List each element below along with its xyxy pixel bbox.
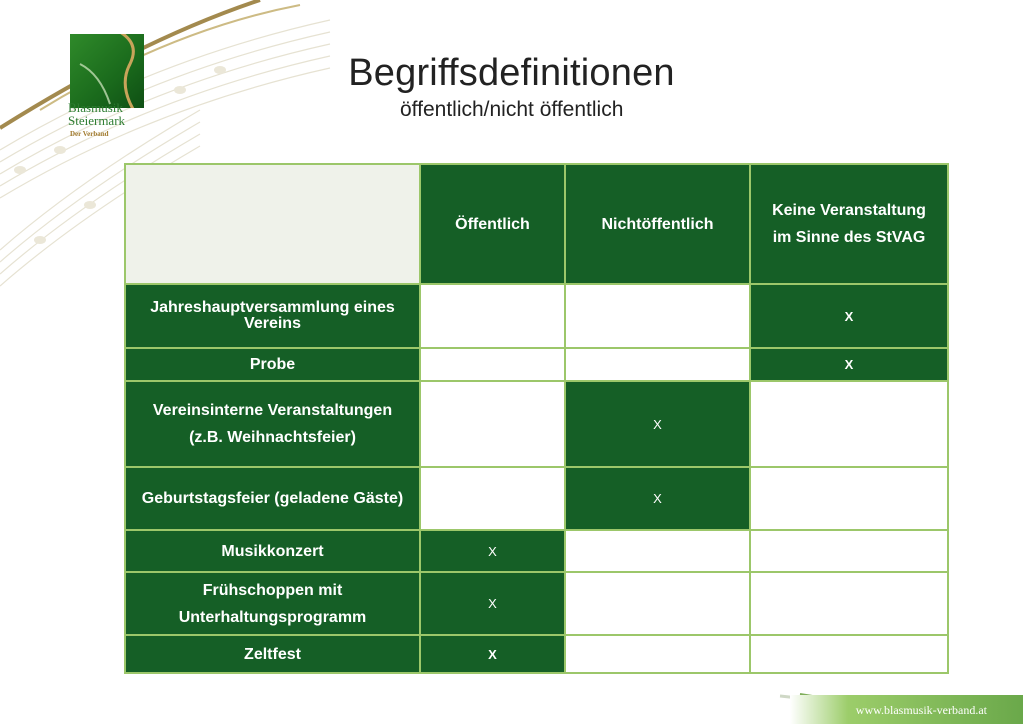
cell-keine: X xyxy=(750,348,948,381)
cell-keine xyxy=(750,635,948,673)
header-corner-cell xyxy=(125,164,420,284)
row-label: Geburtstagsfeier (geladene Gäste) xyxy=(125,467,420,530)
row-label: Musikkonzert xyxy=(125,530,420,572)
cell-oeffentlich xyxy=(420,348,565,381)
logo-text-blasmusik: Blasmusik xyxy=(68,100,123,115)
definitions-table xyxy=(124,163,949,674)
page-subtitle: öffentlich/nicht öffentlich xyxy=(400,98,624,121)
header-keine-line1: Keine Veranstaltung xyxy=(772,202,926,219)
row-label xyxy=(125,572,420,635)
cell-nichtoeffentlich xyxy=(565,572,750,635)
header-keine-veranstaltung xyxy=(750,164,948,284)
cell-oeffentlich: X xyxy=(420,635,565,673)
cell-oeffentlich xyxy=(420,381,565,467)
row-label-line1: Jahreshauptversammlung eines xyxy=(150,299,395,316)
cell-nichtoeffentlich xyxy=(565,284,750,348)
table-row xyxy=(125,284,948,348)
table-row xyxy=(125,530,948,572)
row-label xyxy=(125,381,420,467)
cell-nichtoeffentlich xyxy=(565,348,750,381)
footer-url[interactable]: www.blasmusik-verband.at xyxy=(855,703,987,717)
cell-keine xyxy=(750,381,948,467)
cell-nichtoeffentlich: X xyxy=(565,467,750,530)
logo-text-verband: Der Verband xyxy=(70,130,109,138)
header-keine-line2: im Sinne des StVAG xyxy=(772,229,926,246)
row-label-line2: Vereins xyxy=(244,315,301,332)
row-label-line1: Frühschoppen mit xyxy=(202,581,343,599)
cell-oeffentlich xyxy=(420,284,565,348)
cell-oeffentlich: X xyxy=(420,572,565,635)
row-label-line1: Vereinsinterne Veranstaltungen xyxy=(152,402,393,419)
row-label-line2: (z.B. Weihnachtsfeier) xyxy=(189,429,356,446)
cell-keine xyxy=(750,572,948,635)
table-row xyxy=(125,381,948,467)
table-row xyxy=(125,348,948,381)
row-label: Zeltfest xyxy=(125,635,420,673)
header-nichtoeffentlich: Nichtöffentlich xyxy=(565,164,750,284)
cell-nichtoeffentlich: X xyxy=(565,381,750,467)
table-row xyxy=(125,572,948,635)
table-header-row xyxy=(125,164,948,284)
cell-keine xyxy=(750,530,948,572)
row-label: Probe xyxy=(125,348,420,381)
cell-oeffentlich: X xyxy=(420,530,565,572)
row-label xyxy=(125,284,420,348)
logo-text-steiermark: Steiermark xyxy=(68,113,126,128)
cell-nichtoeffentlich xyxy=(565,530,750,572)
table-row xyxy=(125,467,948,530)
cell-oeffentlich xyxy=(420,467,565,530)
page-title: Begriffsdefinitionen xyxy=(348,52,675,94)
header-oeffentlich: Öffentlich xyxy=(420,164,565,284)
table-row xyxy=(125,635,948,673)
cell-keine: X xyxy=(750,284,948,348)
cell-nichtoeffentlich xyxy=(565,635,750,673)
row-label-line2: Unterhaltungsprogramm xyxy=(178,608,367,626)
cell-keine xyxy=(750,467,948,530)
